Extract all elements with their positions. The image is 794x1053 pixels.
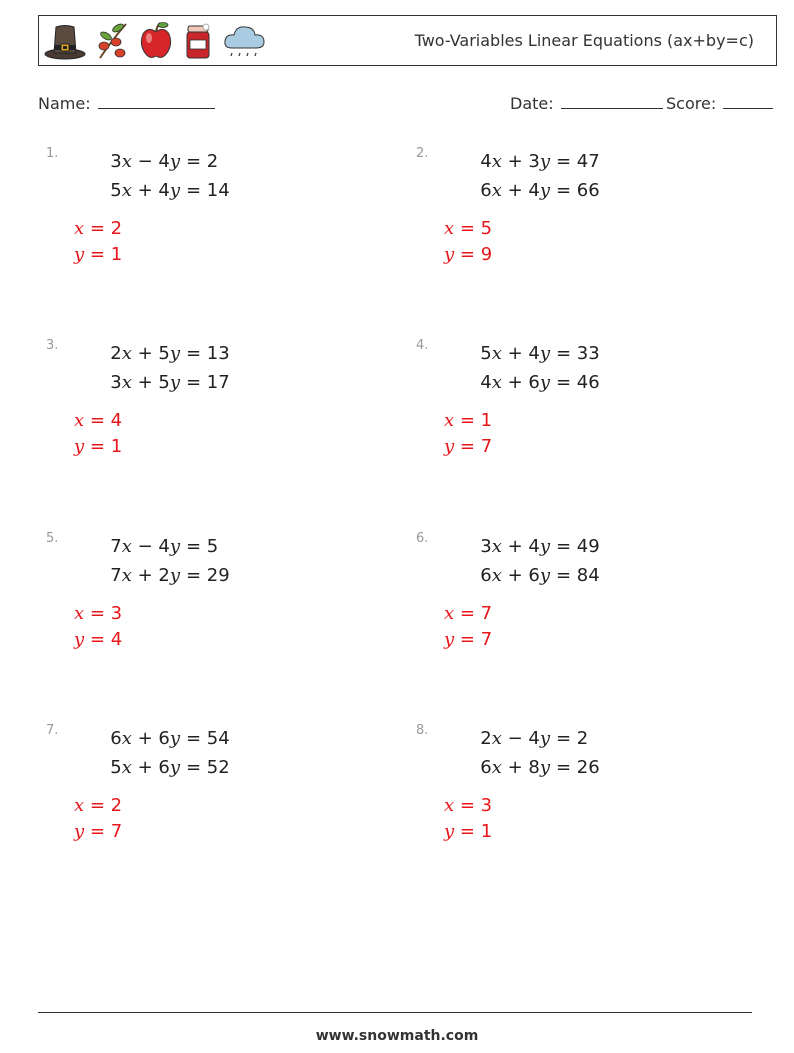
- answer-y: y = 9: [444, 244, 493, 265]
- problem-number: 4.: [416, 338, 429, 353]
- worksheet-header: [38, 15, 777, 66]
- name-blank[interactable]: [98, 94, 215, 109]
- equation-2-left: 6x + 4y: [480, 180, 550, 201]
- problem-number: 2.: [416, 146, 429, 161]
- name-label: Name:: [38, 94, 91, 113]
- jam-jar-icon: [182, 20, 214, 62]
- problem-8: [416, 723, 746, 873]
- equation-2-right: = 26: [556, 757, 600, 778]
- score-field[interactable]: [666, 94, 773, 113]
- answer-y: y = 1: [74, 436, 123, 457]
- equation-2-left: 6x + 6y: [480, 565, 550, 586]
- problem-number: 6.: [416, 531, 429, 546]
- answer-y: y = 1: [444, 821, 493, 842]
- apple-icon: [138, 20, 174, 62]
- answer-y: y = 7: [444, 436, 493, 457]
- equation-2-left: 5x + 6y: [110, 757, 180, 778]
- answer-x: x = 3: [444, 795, 493, 816]
- footer-website: www.snowmath.com: [315, 1028, 479, 1044]
- equation-1-right: = 2: [186, 151, 219, 172]
- answer-x: x = 5: [444, 218, 493, 239]
- rain-cloud-icon: [222, 20, 266, 62]
- equation-2-left: 3x + 5y: [110, 372, 180, 393]
- equation-1-right: = 47: [556, 151, 600, 172]
- answer-y: y = 7: [74, 821, 123, 842]
- equation-1-right: = 13: [186, 343, 230, 364]
- equation-1-left: 7x − 4y: [110, 536, 180, 557]
- problem-5: [46, 531, 376, 681]
- equation-1-left: 2x + 5y: [110, 343, 180, 364]
- equation-1-left: 3x − 4y: [110, 151, 180, 172]
- problem-number: 1.: [46, 146, 59, 161]
- equation-1-right: = 5: [186, 536, 219, 557]
- equation-2-right: = 52: [186, 757, 230, 778]
- equation-2-left: 5x + 4y: [110, 180, 180, 201]
- equation-1-left: 6x + 6y: [110, 728, 180, 749]
- answer-y: y = 1: [74, 244, 123, 265]
- answer-x: x = 1: [444, 410, 493, 431]
- header-icons: [44, 20, 266, 62]
- answer-x: x = 2: [74, 795, 123, 816]
- rosehip-branch-icon: [94, 20, 130, 62]
- worksheet-title: Two-Variables Linear Equations (ax+by=c): [414, 31, 754, 50]
- equation-2-right: = 46: [556, 372, 600, 393]
- problem-7: [46, 723, 376, 873]
- equation-1-left: 3x + 4y: [480, 536, 550, 557]
- equation-2-right: = 84: [556, 565, 600, 586]
- date-blank[interactable]: [561, 94, 663, 109]
- footer-divider: [38, 1012, 752, 1013]
- name-field[interactable]: [38, 94, 215, 113]
- answer-x: x = 7: [444, 603, 493, 624]
- equation-2-left: 6x + 8y: [480, 757, 550, 778]
- problem-4: [416, 338, 746, 488]
- equation-1-right: = 49: [556, 536, 600, 557]
- pilgrim-hat-icon: [44, 21, 86, 61]
- answer-y: y = 7: [444, 629, 493, 650]
- date-label: Date:: [510, 94, 554, 113]
- score-blank[interactable]: [723, 94, 773, 109]
- problem-2: [416, 146, 746, 296]
- problem-3: [46, 338, 376, 488]
- answer-y: y = 4: [74, 629, 123, 650]
- problem-number: 7.: [46, 723, 59, 738]
- equation-2-right: = 14: [186, 180, 230, 201]
- problem-1: [46, 146, 376, 296]
- equation-1-right: = 2: [556, 728, 589, 749]
- equation-2-right: = 66: [556, 180, 600, 201]
- problem-number: 8.: [416, 723, 429, 738]
- equation-2-right: = 17: [186, 372, 230, 393]
- answer-x: x = 3: [74, 603, 123, 624]
- equation-1-left: 4x + 3y: [480, 151, 550, 172]
- answer-x: x = 4: [74, 410, 123, 431]
- equation-2-left: 7x + 2y: [110, 565, 180, 586]
- score-label: Score:: [666, 94, 717, 113]
- equation-2-left: 4x + 6y: [480, 372, 550, 393]
- problem-6: [416, 531, 746, 681]
- equation-1-left: 2x − 4y: [480, 728, 550, 749]
- date-field[interactable]: [510, 94, 663, 113]
- equation-1-right: = 33: [556, 343, 600, 364]
- equation-1-right: = 54: [186, 728, 230, 749]
- equation-1-left: 5x + 4y: [480, 343, 550, 364]
- equation-2-right: = 29: [186, 565, 230, 586]
- answer-x: x = 2: [74, 218, 123, 239]
- problem-number: 5.: [46, 531, 59, 546]
- problem-number: 3.: [46, 338, 59, 353]
